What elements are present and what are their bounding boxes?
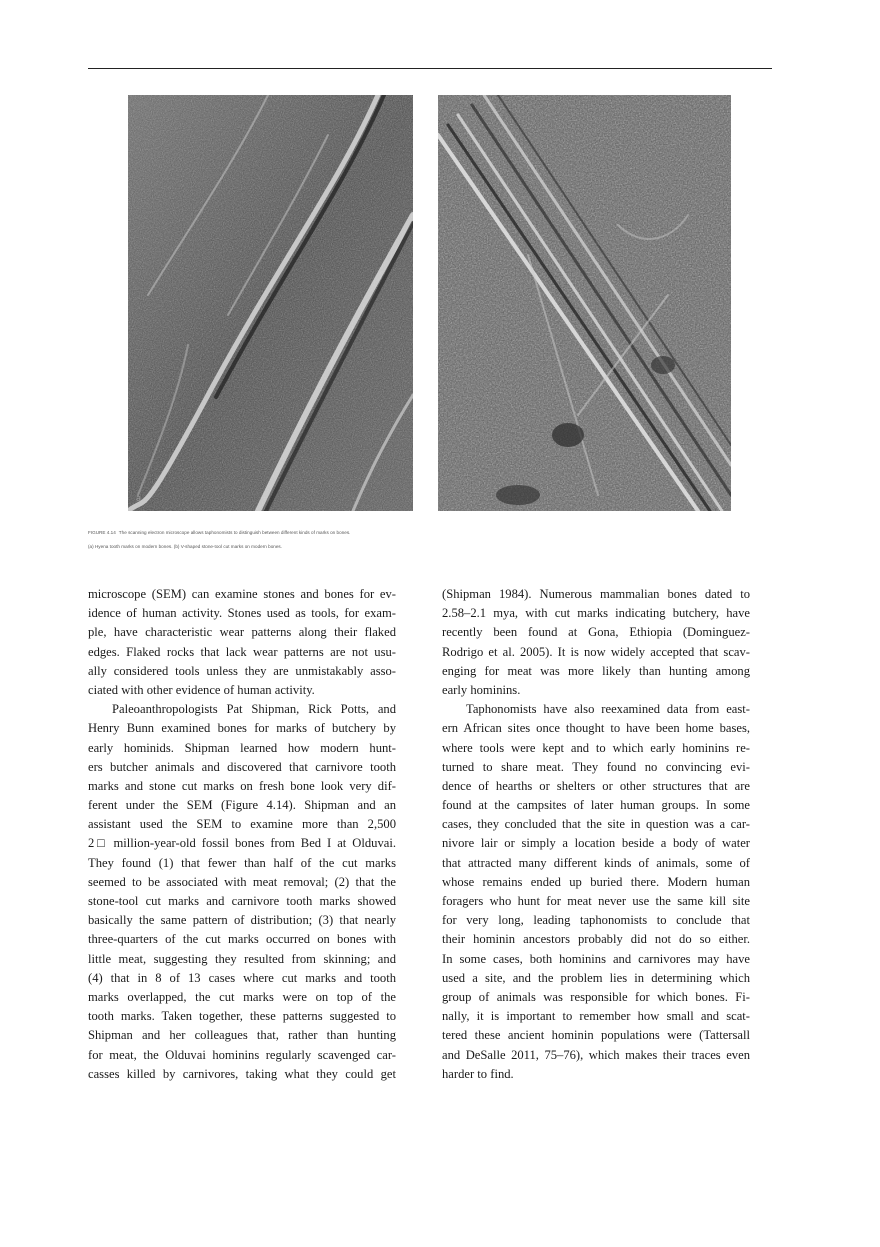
right-column-line: foragers who hunt for meat never use the same kill site <box>442 894 750 908</box>
right-text-column <box>442 585 750 1084</box>
left-column-line: Shipman and her colleagues that, rather than hunting <box>88 1028 396 1043</box>
right-column-line: In some cases, both hominins and carnivores may have <box>442 951 750 966</box>
left-text-column <box>88 585 396 1084</box>
right-column-line: cases, they concluded that the site in question was a car- <box>442 817 750 832</box>
left-column-line: stone-tool cut marks and carnivore tooth marks showed <box>88 894 396 908</box>
left-column-line: Henry Bunn examined bones for marks of butchery by <box>88 721 396 736</box>
right-column-line: enging for meat was more likely than hunting among <box>442 663 750 678</box>
left-column-line: assistant used the SEM to examine more than 2,500 <box>88 817 396 832</box>
left-column-line: Paleoanthropologists Pat Shipman, Rick Potts, and <box>112 702 396 717</box>
right-column-line: whose remains ended up buried there. Modern human <box>442 874 750 889</box>
figure-caption-line-2: (a) Hyena tooth marks on modern bones. (b) V-shaped stone-tool cut marks on modern bones. <box>88 544 283 549</box>
right-column-line: found at the campsites of later human groups. In some <box>442 798 750 813</box>
left-column-line: ciated with other evidence of human activity. <box>88 682 315 697</box>
left-column-line: casses killed by carnivores, taking what they could get <box>88 1066 396 1081</box>
left-column-line: little meat, suggesting they resulted from skinning; and <box>88 951 396 966</box>
right-column-line: that attracted many different kinds of animals, some of <box>442 855 750 870</box>
right-column-line: ern African sites once thought to have been home bases, <box>442 721 750 736</box>
right-column-line: and DeSalle 2011, 75–76), which makes their traces even <box>442 1047 750 1062</box>
left-column-line: ers butcher animals and discovered that carnivore tooth <box>88 759 396 774</box>
right-column-line: (Shipman 1984). Numerous mammalian bones dated to <box>442 587 750 601</box>
caption-text-1: The scanning electron microscope allows taphonomists to distinguish between different kinds of marks on bones. <box>118 530 351 535</box>
right-column-line: Taphonomists have also reexamined data from east- <box>466 702 750 717</box>
left-column-line: They found (1) that fewer than half of the cut marks <box>88 855 396 870</box>
right-column-line: nivore lair or simply a location beside a body of water <box>442 836 750 851</box>
left-column-line: marks and stone cut marks on fresh bone look very dif- <box>88 778 396 793</box>
right-column-line: used a site, and the problem lies in determining which <box>442 970 750 985</box>
left-column-line: for meat, the Olduvai hominins regularly scavenged car- <box>88 1047 396 1062</box>
right-column-line: nally, it is important to remember how small and scat- <box>442 1009 750 1024</box>
right-column-line: Rodrigo et al. 2005). It is now widely accepted that scav- <box>442 644 750 659</box>
figure-label: FIGURE 4.14 <box>88 530 116 535</box>
right-column-line: turned to share meat. They found no convincing evi- <box>442 759 750 774</box>
left-column-line: idence of human activity. Stones used as tools, for exam- <box>88 606 396 621</box>
sem-photo-hyena-tooth-marks <box>128 95 413 511</box>
sem-texture-a <box>128 95 413 511</box>
left-column-line: microscope (SEM) can examine stones and bones for ev- <box>88 587 396 601</box>
figure-caption-line-1 <box>88 530 508 535</box>
sem-photo-stone-tool-cut-marks <box>438 95 731 511</box>
left-column-line: early hominids. Shipman learned how modern hunt- <box>88 740 396 755</box>
left-column-line: marks overlapped, the cut marks were on top of the <box>88 989 396 1004</box>
right-column-line: harder to find. <box>442 1066 514 1081</box>
right-column-line: early hominins. <box>442 682 521 697</box>
right-column-line: dence of hearths or shelters or other structures that are <box>442 778 750 793</box>
right-column-line: group of animals was responsible for which bones. Fi- <box>442 989 750 1004</box>
right-column-line: 2.58–2.1 mya, with cut marks indicating butchery, have <box>442 606 750 621</box>
left-column-line: ple, have characteristic wear patterns along their flaked <box>88 625 396 640</box>
right-column-line: recently been found at Gona, Ethiopia (Dominguez- <box>442 625 750 640</box>
header-rule <box>88 68 772 69</box>
right-column-line: for very long, leading taphonomists to conclude that <box>442 913 750 928</box>
right-column-line: where tools were kept and to which early hominins re- <box>442 740 750 755</box>
right-column-line: their hominin ancestors probably did not do so either. <box>442 932 750 947</box>
left-column-line: (4) that in 8 of 13 cases where cut marks and tooth <box>88 970 396 985</box>
left-column-line: ally considered tools unless they are unmistakably asso- <box>88 663 396 678</box>
left-column-line: tooth marks. Taken together, these patterns suggested to <box>88 1009 396 1024</box>
left-column-line: ferent under the SEM (Figure 4.14). Shipman and an <box>88 798 396 813</box>
right-column-line: tered these ancient hominin populations were (Tattersall <box>442 1028 750 1043</box>
left-column-line: three-quarters of the cut marks occurred on bones with <box>88 932 396 947</box>
photo-a-letter: a <box>136 493 142 503</box>
sem-texture-b <box>438 95 731 511</box>
left-column-line: 2□ million-year-old fossil bones from Bed I at Olduvai. <box>88 836 396 851</box>
left-column-line: seemed to be associated with meat removal; (2) that the <box>88 874 396 889</box>
left-column-line: basically the same pattern of distribution; (3) that nearly <box>88 913 396 928</box>
left-column-line: edges. Flaked rocks that lack wear patterns are not usu- <box>88 644 396 659</box>
